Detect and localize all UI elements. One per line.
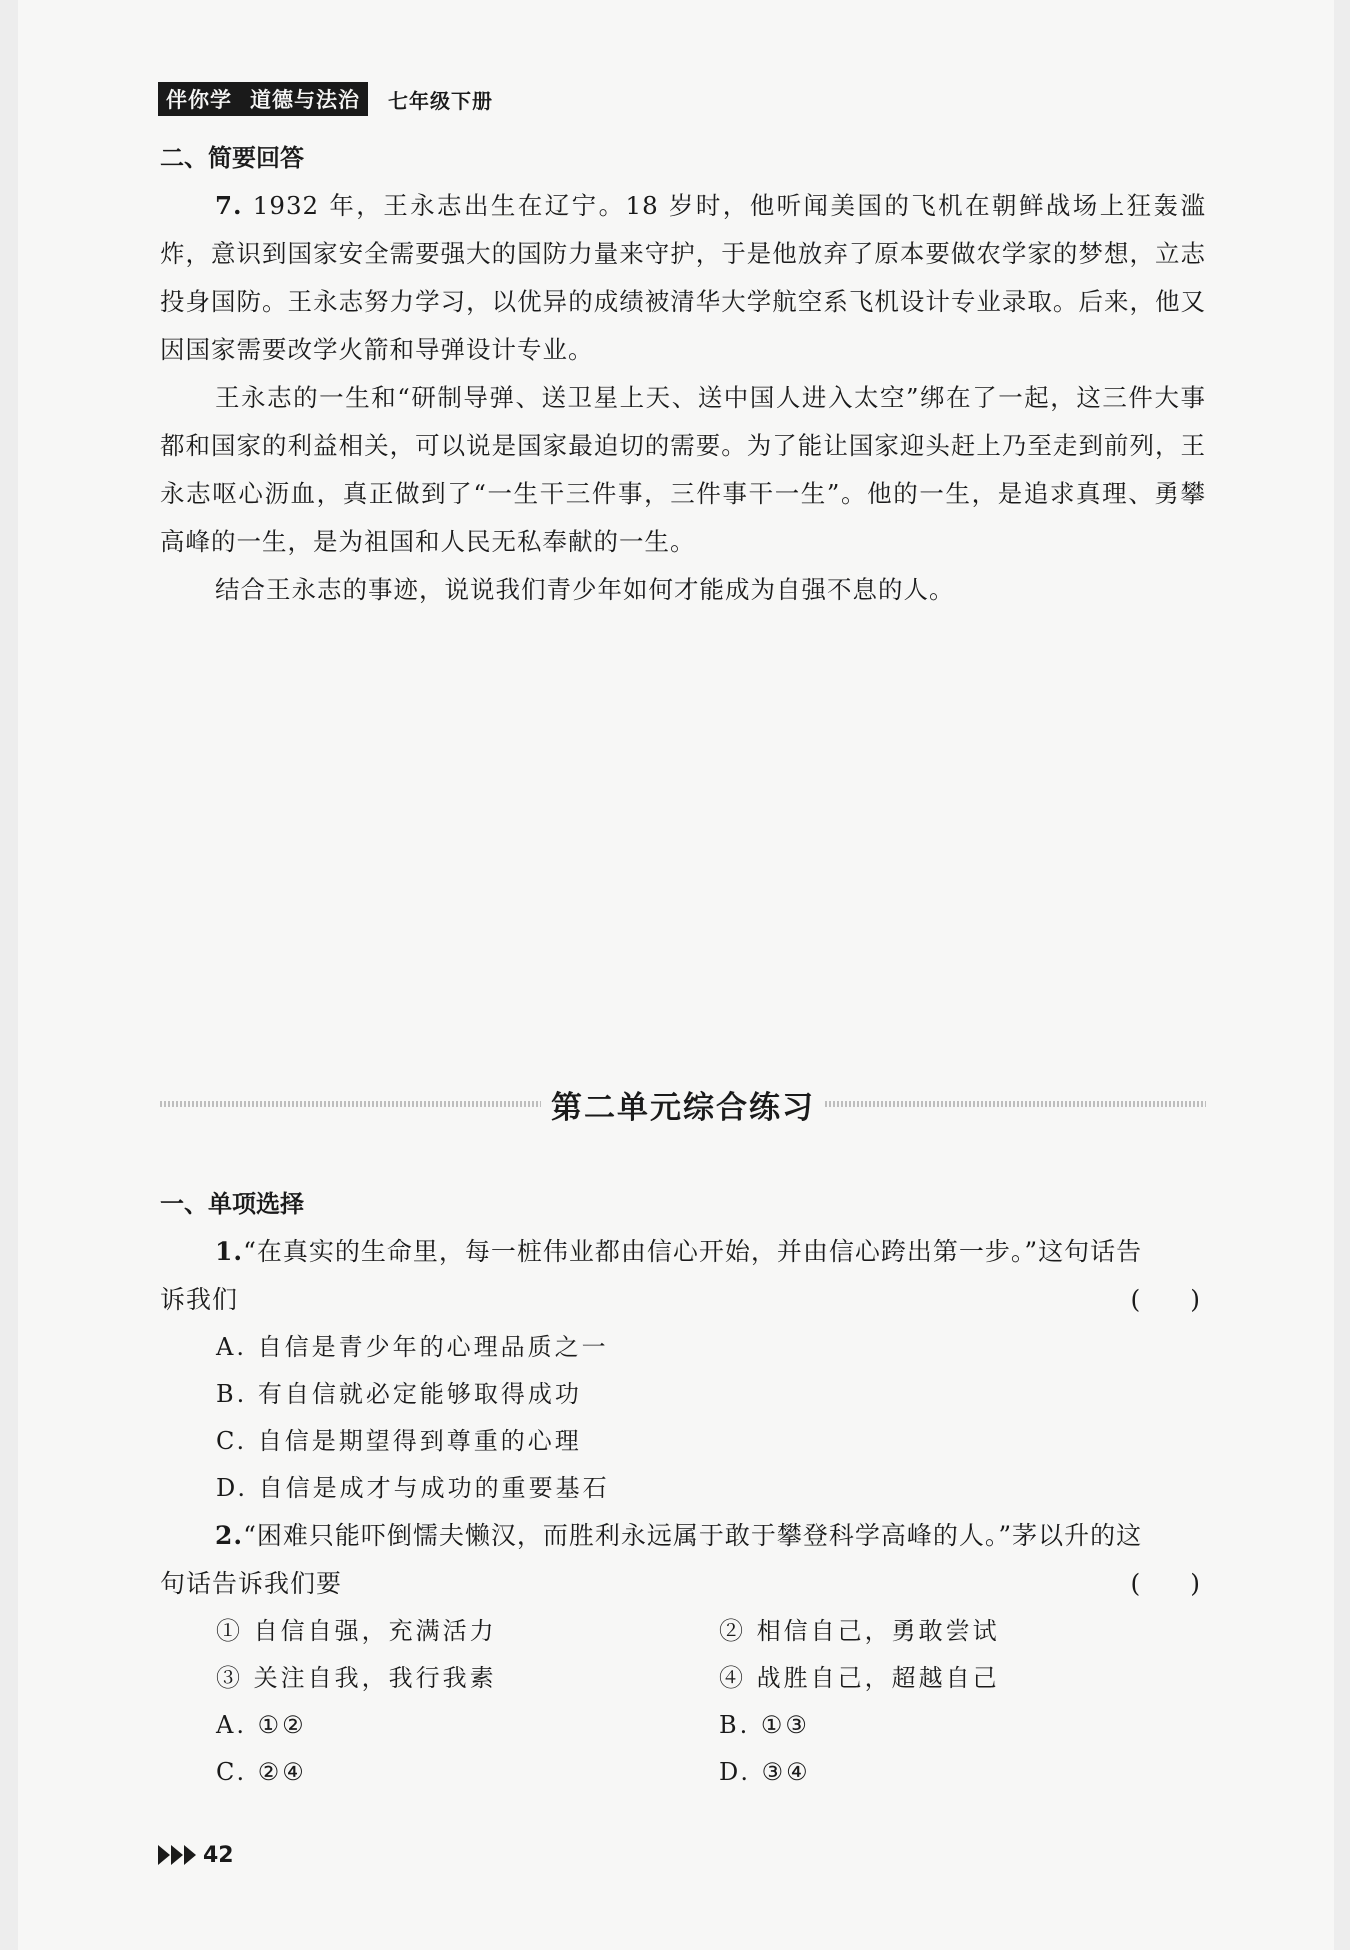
statement-4: ④ 战胜自己，超越自己 — [719, 1664, 1000, 1692]
section-heading-short-answer: 二、简要回答 — [160, 144, 304, 172]
unit-title-row — [160, 1076, 1206, 1132]
statement-2: ② 相信自己，勇敢尝试 — [719, 1617, 1000, 1645]
option-a: A. 自信是青少年的心理品质之一 — [216, 1333, 609, 1361]
option-b: B. 有自信就必定能够取得成功 — [216, 1380, 582, 1408]
question-7-prompt: 结合王永志的事迹，说说我们青少年如何才能成为自强不息的人。 — [215, 575, 955, 604]
option-d: D. ③④ — [719, 1758, 811, 1786]
answer-blank[interactable]: ( ) — [1130, 1285, 1200, 1314]
question-2-stem-line1: “困难只能吓倒懦夫懒汉，而胜利永远属于敢于攀登科学高峰的人。”茅以升的这 — [243, 1521, 1143, 1550]
series-badge — [158, 82, 368, 116]
series-name: 伴你学 — [166, 88, 232, 112]
single-choice-section — [160, 1180, 1206, 1796]
question-1-stem-line2: 诉我们 — [160, 1285, 239, 1314]
question-1-stem-tail — [160, 1276, 1206, 1324]
question-7-paragraph-1 — [160, 182, 1206, 374]
option-c: C. 自信是期望得到尊重的心理 — [216, 1427, 582, 1455]
statement-1: ① 自信自强，充满活力 — [216, 1617, 497, 1645]
question-1 — [160, 1228, 1206, 1512]
question-7-number: 7. — [215, 191, 243, 220]
subject-name: 道德与法治 — [250, 88, 360, 112]
option-d: D. 自信是成才与成功的重要基石 — [216, 1474, 610, 1502]
statement-3: ③ 关注自我，我行我素 — [216, 1664, 497, 1692]
question-2-number: 2. — [215, 1521, 244, 1550]
question-1-number: 1. — [215, 1237, 244, 1266]
running-header — [158, 82, 493, 116]
unit-title: 第二单元综合练习 — [551, 1089, 815, 1126]
question-2 — [160, 1512, 1206, 1796]
page-number: 42 — [203, 1842, 234, 1868]
question-7-text-1: 1932 年，王永志出生在辽宁。18 岁时，他听闻美国的飞机在朝鲜战场上狂轰滥炸，意识到国家安全需要强大的国防力量来守护，于是他放弃了原本要做农学家的梦想，立志投身国防。王永志努力学习，以优异的成绩被清华大学航空系飞机设计专业录取。后来，他又因国家需要改学火箭和导弹设计专业。 — [160, 191, 1206, 364]
dashed-rule-left — [160, 1101, 541, 1107]
question-2-stem-tail — [160, 1560, 1206, 1608]
statement-grid — [160, 1608, 1206, 1796]
section-heading-single-choice: 一、单项选择 — [160, 1190, 304, 1218]
option-a: A. ①② — [216, 1711, 307, 1739]
question-1-stem — [160, 1228, 1206, 1276]
dashed-rule-right — [825, 1101, 1206, 1107]
question-2-stem-line2: 句话告诉我们要 — [160, 1569, 343, 1598]
question-1-stem-line1: “在真实的生命里，每一桩伟业都由信心开始，并由信心跨出第一步。”这句话告 — [243, 1237, 1143, 1266]
triple-chevron-right-icon — [158, 1845, 197, 1865]
short-answer-section — [160, 134, 1206, 614]
option-c: C. ②④ — [216, 1758, 307, 1786]
page-footer — [158, 1838, 234, 1872]
question-7-paragraph-2: 王永志的一生和“研制导弹、送卫星上天、送中国人进入太空”绑在了一起，这三件大事都和国家的利益相关，可以说是国家最迫切的需要。为了能让国家迎头赶上乃至走到前列，王永志呕心沥血，真正做到了“一生干三件事，三件事干一生”。他的一生，是追求真理、勇攀高峰的一生，是为祖国和人民无私奉献的一生。 — [160, 383, 1206, 556]
question-2-stem — [160, 1512, 1206, 1560]
option-b: B. ①③ — [719, 1711, 810, 1739]
grade-label: 七年级下册 — [388, 88, 493, 113]
answer-blank[interactable]: ( ) — [1130, 1569, 1200, 1598]
